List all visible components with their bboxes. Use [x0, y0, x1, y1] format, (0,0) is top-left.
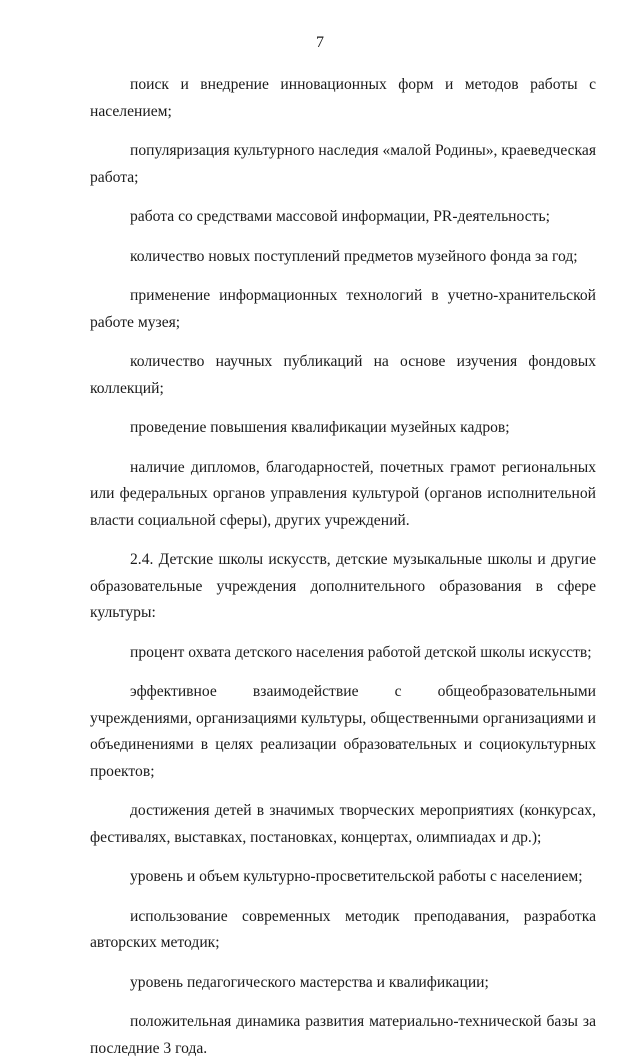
list-item: использование современных методик преподавания, разработка авторских методик; — [90, 907, 596, 951]
page-number: 7 — [316, 34, 324, 51]
list-item: количество научных публикаций на основе изучения фондовых коллекций; — [90, 353, 596, 397]
list-item: наличие дипломов, благодарностей, почетных грамот региональных или федеральных органов управления культурой (органов исполнительной власти социальной сферы), других учреждений. — [90, 458, 596, 529]
list-item: процент охвата детского населения работой детской школы искусств; — [130, 643, 592, 661]
document-body — [90, 72, 596, 1062]
list-item: проведение повышения квалификации музейных кадров; — [130, 419, 510, 436]
section-heading: 2.4. Детские школы искусств, детские музыкальные школы и другие образовательные учреждения дополнительного образования в сфере культуры: — [90, 551, 596, 621]
list-item: работа со средствами массовой информации, PR-деятельность; — [130, 208, 550, 225]
list-item: достижения детей в значимых творческих мероприятиях (конкурсах, фестивалях, выставках, постановках, концертах, олимпиадах и др.); — [90, 802, 596, 846]
list-item: поиск и внедрение инновационных форм и методов работы с населением; — [90, 76, 596, 120]
list-item: положительная динамика развития материально-технической базы за последние 3 года. — [90, 1013, 596, 1057]
list-item: количество новых поступлений предметов музейного фонда за год; — [130, 247, 578, 265]
list-item: применение информационных технологий в учетно-хранительской работе музея; — [90, 287, 596, 331]
list-item: популяризация культурного наследия «малой Родины», краеведческая работа; — [90, 142, 596, 186]
list-item: эффективное взаимодействие с общеобразовательными учреждениями, организациями культуры, общественными организациями и объединениями в целях реализации образовательных и социокультурных проектов; — [90, 683, 596, 780]
list-item: уровень педагогического мастерства и квалификации; — [130, 973, 489, 991]
list-item: уровень и объем культурно-просветительской работы с населением; — [130, 868, 583, 885]
